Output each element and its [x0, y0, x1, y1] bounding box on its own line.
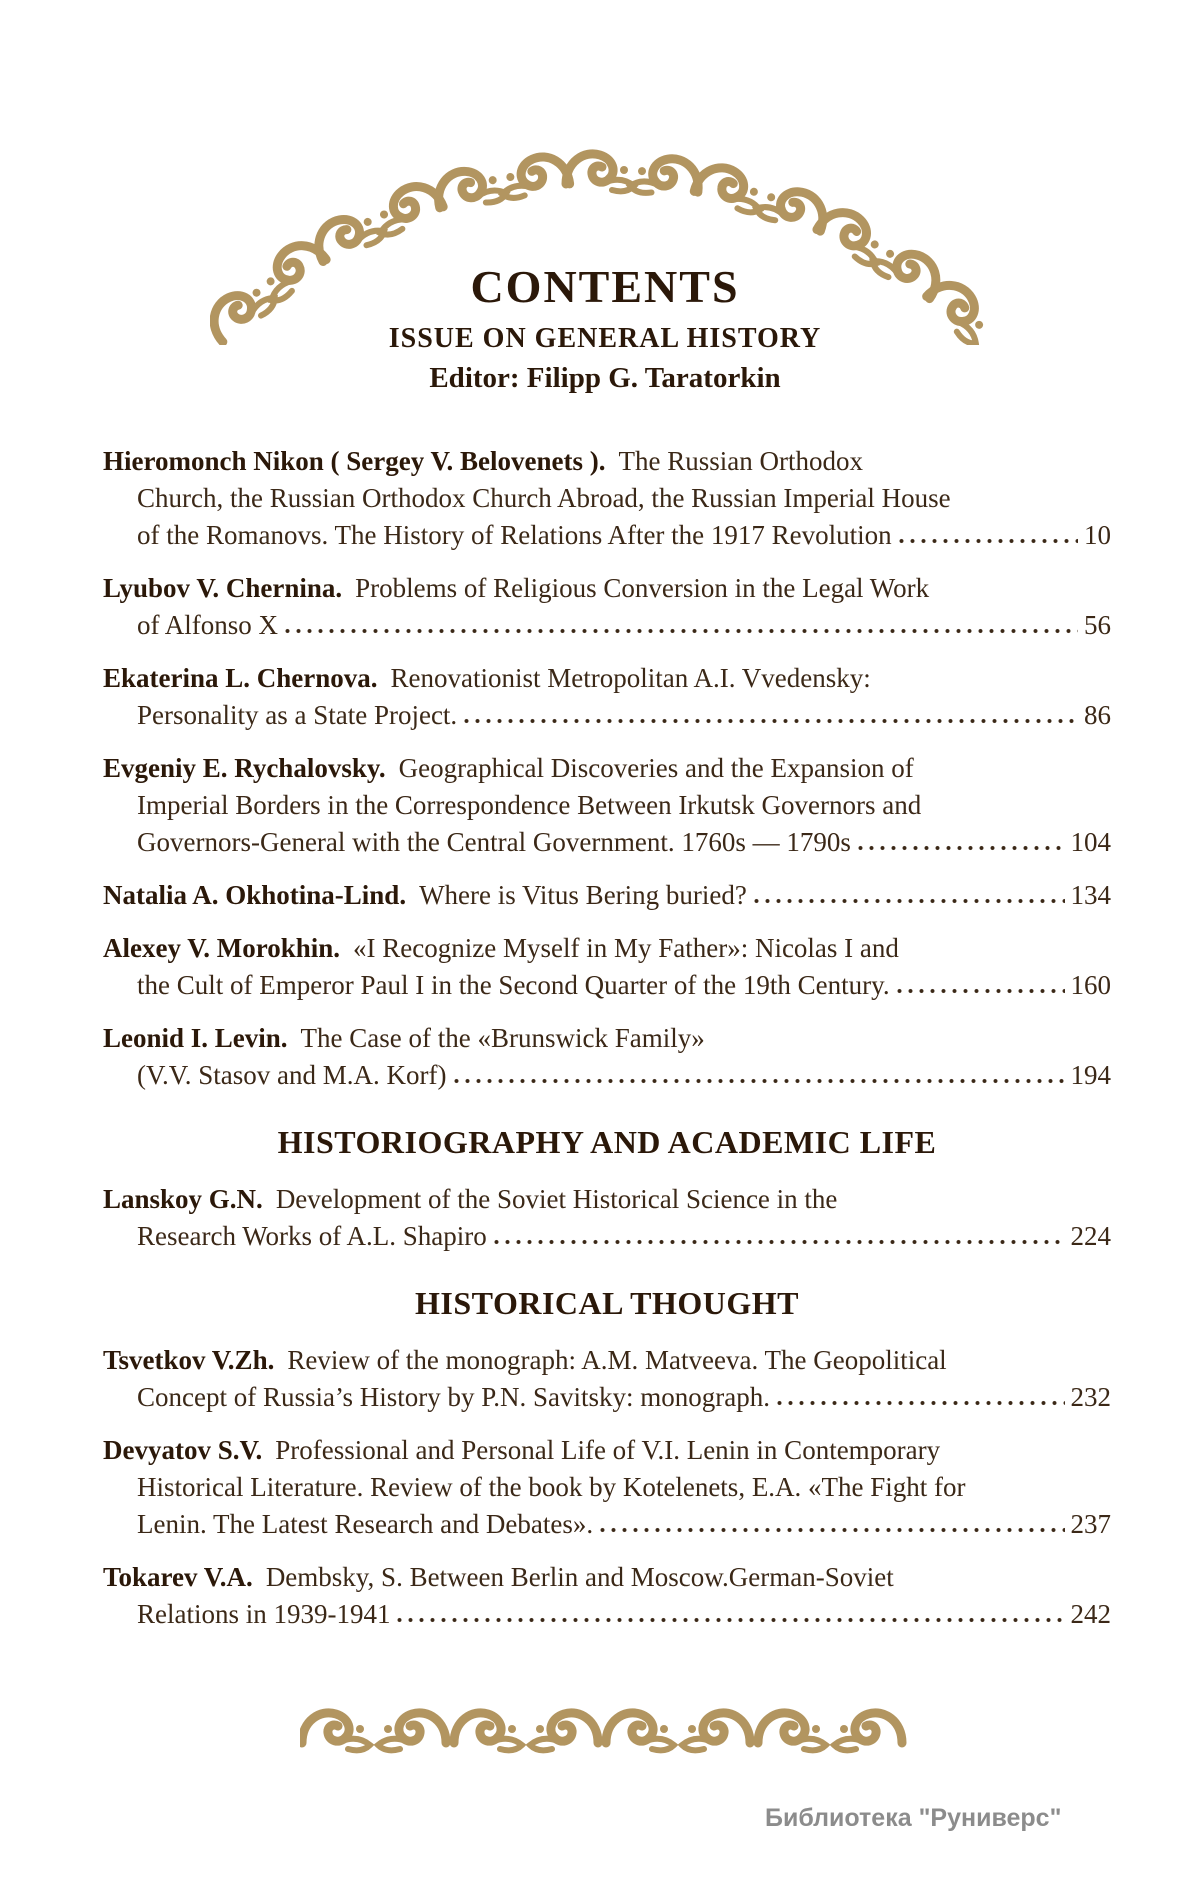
- entry-title: Development of the Soviet Historical Science in the: [275, 1184, 838, 1214]
- entry-title: Professional and Personal Life of V.I. Lenin in Contemporary: [275, 1435, 941, 1465]
- toc-entry: [103, 750, 1111, 861]
- dot-leader: [464, 718, 1078, 724]
- toc-entry: [103, 443, 1111, 554]
- toc-entry: [103, 1181, 1111, 1255]
- entry-title: Geographical Discoveries and the Expansion of: [398, 753, 914, 783]
- dot-leader: [897, 988, 1065, 994]
- page-title: CONTENTS: [470, 261, 740, 312]
- entry-author: Alexey V. Morokhin.: [103, 933, 341, 963]
- entry-title: Concept of Russia’s History by P.N. Savitsky: monograph.: [137, 1382, 770, 1412]
- entry-title: Personality as a State Project.: [137, 700, 458, 730]
- issue-subtitle: ISSUE ON GENERAL HISTORY: [388, 323, 822, 354]
- entry-author: Leonid I. Levin.: [103, 1023, 288, 1053]
- entry-title: Church, the Russian Orthodox Church Abroad, the Russian Imperial House: [137, 483, 951, 513]
- editor-line: Editor: Filipp G. Taratorkin: [429, 362, 781, 394]
- dot-leader: [285, 628, 1078, 634]
- entry-title: the Cult of Emperor Paul I in the Second Quarter of the 19th Century.: [137, 970, 890, 1000]
- entry-title: Historical Literature. Review of the book by Kotelenets, E.A. «The Fight for: [137, 1472, 966, 1502]
- toc-entry: [103, 570, 1111, 644]
- page-number: 86: [1084, 700, 1111, 730]
- entry-title: «I Recognize Myself in My Father»: Nicolas I and: [353, 933, 899, 963]
- dot-leader: [754, 898, 1065, 904]
- entry-title: Problems of Religious Conversion in the Legal Work: [355, 573, 930, 603]
- entry-title: of Alfonso X: [137, 610, 278, 640]
- entry-title: of the Romanovs. The History of Relations After the 1917 Revolution: [137, 520, 892, 550]
- entry-title: Relations in 1939-1941: [137, 1599, 391, 1629]
- entry-author: Lyubov V. Chernina.: [103, 573, 343, 603]
- entry-author: Evgeniy E. Rychalovsky.: [103, 753, 386, 783]
- dot-leader: [454, 1078, 1065, 1084]
- entry-title: Research Works of A.L. Shapiro: [137, 1221, 487, 1251]
- page-number: 104: [1070, 827, 1111, 857]
- page-number: 10: [1084, 520, 1111, 550]
- entry-author: Lanskoy G.N.: [103, 1184, 263, 1214]
- library-watermark: Библиотека "Руниверс": [765, 1804, 1062, 1832]
- entry-title: Dembsky, S. Between Berlin and Moscow.German-Soviet: [265, 1562, 894, 1592]
- entry-title: (V.V. Stasov and M.A. Korf): [137, 1060, 447, 1090]
- toc-entry: [103, 1432, 1111, 1543]
- dot-leader: [494, 1239, 1065, 1245]
- scrollwork-band-icon: [300, 1703, 940, 1765]
- dot-leader: [858, 845, 1065, 851]
- toc-entry: [103, 877, 1111, 914]
- entry-author: Hieromonch Nikon ( Sergey V. Belovenets ).: [103, 446, 606, 476]
- entry-title: The Case of the «Brunswick Family»: [300, 1023, 705, 1053]
- page-number: 134: [1070, 880, 1111, 910]
- toc-entry: [103, 1020, 1111, 1094]
- dot-leader: [397, 1617, 1064, 1623]
- page-number: 224: [1070, 1221, 1111, 1251]
- table-of-contents: [103, 443, 1111, 1649]
- entry-title: Where is Vitus Bering buried?: [419, 880, 747, 910]
- section-heading: HISTORICAL THOUGHT: [415, 1285, 799, 1321]
- page-number: 160: [1070, 970, 1111, 1000]
- entry-title: The Russian Orthodox: [618, 446, 863, 476]
- entry-author: Natalia A. Okhotina-Lind.: [103, 880, 407, 910]
- toc-entry: [103, 1559, 1111, 1633]
- entry-author: Tokarev V.A.: [103, 1562, 253, 1592]
- page-number: 237: [1070, 1509, 1111, 1539]
- dot-leader: [777, 1400, 1065, 1406]
- entry-title: Review of the monograph: A.M. Matveeva. The Geopolitical: [287, 1345, 947, 1375]
- dot-leader: [899, 538, 1078, 544]
- page-number: 194: [1070, 1060, 1111, 1090]
- page-number: 56: [1084, 610, 1111, 640]
- entry-author: Devyatov S.V.: [103, 1435, 263, 1465]
- entry-author: Tsvetkov V.Zh.: [103, 1345, 275, 1375]
- page-number: 242: [1070, 1599, 1111, 1629]
- section-heading: HISTORIOGRAPHY AND ACADEMIC LIFE: [277, 1124, 937, 1160]
- entry-title: Governors-General with the Central Government. 1760s — 1790s: [137, 827, 851, 857]
- entry-author: Ekaterina L. Chernova.: [103, 663, 378, 693]
- dot-leader: [600, 1527, 1064, 1533]
- toc-entry: [103, 930, 1111, 1004]
- page-number: 232: [1070, 1382, 1111, 1412]
- entry-title: Renovationist Metropolitan A.I. Vvedensky:: [390, 663, 871, 693]
- toc-entry: [103, 660, 1111, 734]
- entry-title: Lenin. The Latest Research and Debates».: [137, 1509, 594, 1539]
- entry-title: Imperial Borders in the Correspondence Between Irkutsk Governors and: [137, 790, 922, 820]
- arch-scrollwork-ornament-icon: [210, 145, 990, 345]
- toc-entry: [103, 1342, 1111, 1416]
